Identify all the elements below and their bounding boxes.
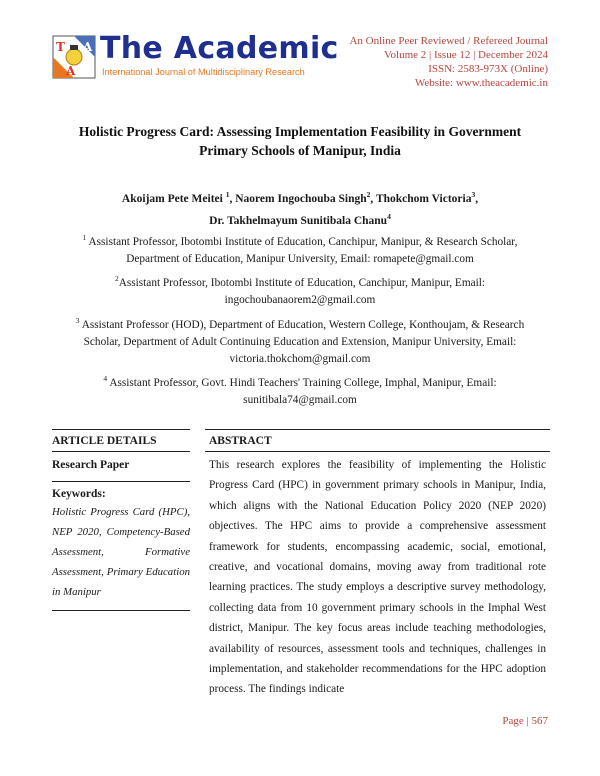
affiliation-1-sup: 1	[82, 233, 87, 242]
affiliation-3-line-2: Scholar, Department of Adult Continuing Education and Extension, Manipur University, Email:	[83, 335, 517, 348]
affiliation-4-line-1: Assistant Professor, Govt. Hindi Teachers' Training College, Imphal, Manipur, Email:	[109, 376, 497, 389]
title-line-1: Holistic Progress Card: Assessing Implementation Feasibility in Government	[78, 124, 522, 139]
journal-info	[349, 34, 548, 90]
affiliation-3-line-3: victoria.thokchom@gmail.com	[229, 352, 371, 365]
logo-title: The Academic	[100, 31, 339, 66]
affiliation-2-line-1: Assistant Professor, Ibotombi Institute of Education, Canchipur, Manipur, Email:	[118, 276, 486, 289]
keywords-text: Holistic Progress Card (HPC), NEP 2020, Competency-Based Assessment, Formative Assessment, Primary Education in Manipur	[52, 506, 190, 598]
paper-type: Research Paper	[52, 459, 130, 471]
author-3-sup: 3	[471, 190, 476, 199]
affiliation-1	[62, 229, 538, 268]
affiliation-2-sup: 2	[114, 274, 119, 283]
journal-line-review: An Online Peer Reviewed / Refereed Journal	[349, 35, 548, 47]
author-1-sup: 1	[225, 190, 230, 199]
abstract-heading: ABSTRACT	[209, 435, 272, 447]
article-details-heading: ARTICLE DETAILS	[52, 435, 157, 447]
author-4: Dr. Takhelmayum Sunitibala Chanu	[209, 214, 388, 227]
emblem-letter-a2: A	[66, 64, 76, 78]
affiliation-2-line-2: ingochoubanaorem2@gmail.com	[224, 293, 376, 306]
journal-emblem-icon	[52, 35, 96, 79]
affiliation-2	[62, 270, 538, 309]
divider	[52, 610, 190, 611]
affiliation-4	[62, 370, 538, 409]
title-line-2: Primary Schools of Manipur, India	[199, 143, 401, 158]
keywords-label: Keywords:	[52, 488, 106, 500]
author-4-sup: 4	[387, 211, 391, 221]
abstract-panel	[205, 429, 550, 700]
author-3: Thokchom Victoria	[375, 192, 472, 205]
affiliation-3-line-1: Assistant Professor (HOD), Department of Education, Western College, Konthoujam, & Research	[81, 318, 525, 331]
emblem-letter-a1: A	[83, 40, 93, 54]
logo-subtitle: International Journal of Multidisciplinary Research	[102, 67, 305, 77]
affiliation-4-line-2: sunitibala74@gmail.com	[243, 393, 357, 406]
journal-line-issn: ISSN: 2583-973X (Online)	[428, 63, 548, 75]
article-details-panel	[52, 429, 190, 611]
journal-logo	[52, 31, 339, 83]
affiliation-4-sup: 4	[103, 374, 108, 383]
journal-line-volume: Volume 2 | Issue 12 | December 2024	[384, 49, 548, 61]
author-2-sup: 2	[366, 190, 371, 199]
paper-title	[60, 122, 540, 160]
affiliation-3-sup: 3	[75, 316, 80, 325]
journal-line-website[interactable]: Website: www.theacademic.in	[414, 77, 548, 89]
affiliation-1-line-2: Department of Education, Manipur University, Email: romapete@gmail.com	[126, 252, 474, 265]
emblem-letter-t: T	[56, 40, 65, 54]
affiliation-1-line-1: Assistant Professor, Ibotombi Institute of Education, Canchipur, Manipur, & Research Scholar,	[88, 235, 518, 248]
author-list: Akoijam Pete Meitei $^1$, Naorem Ingochouba Singh$^2$, Thokchom Victoria$^3$, Dr. Takhelmayum Sunitibala Chanu$^4$	[121, 190, 479, 227]
abstract-text: This research explores the feasibility of implementing the Holistic Progress Card (HPC) in government primary schools in Manipur, India, which aligns with the National Education Policy 2020 (NEP 2020) objectives. The HPC aims to provide a comprehensive assessment framework for students, encompassing academic, social, emotional, creative, and vocational domains, moving away from traditional rote learning practices. The study employs a descriptive survey methodology, collecting data from 10 government primary schools in the Imphal West district, Manipur. The key focus areas include teaching methodologies, availability of resources, assessment tools and techniques, challenges in implementation, and stakeholder recommendations for the HPC adoption process. The findings indicate	[209, 459, 546, 696]
affiliation-3	[62, 312, 538, 368]
author-1: Akoijam Pete Meitei	[121, 192, 223, 205]
page-number: Page | 567	[502, 715, 548, 727]
author-2: Naorem Ingochouba Singh	[235, 192, 367, 205]
